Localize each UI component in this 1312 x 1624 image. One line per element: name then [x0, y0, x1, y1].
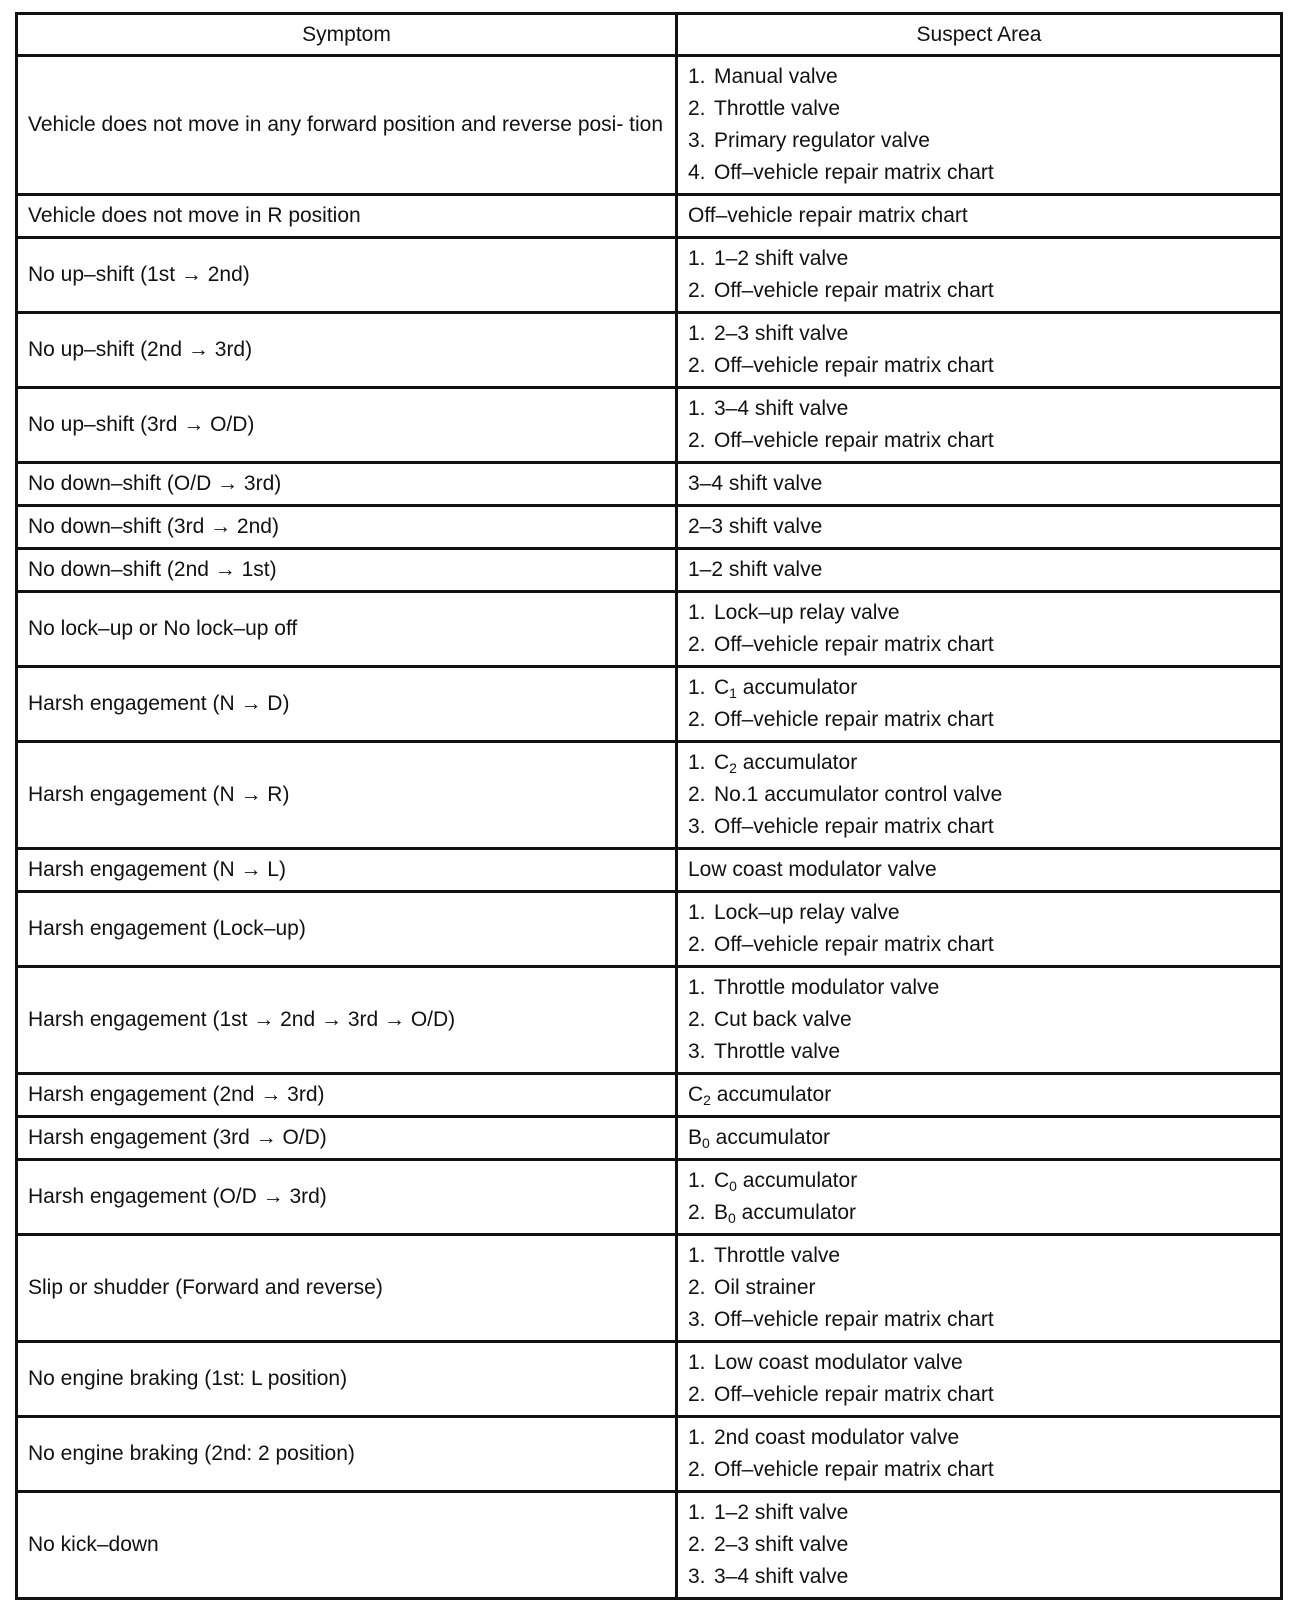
item-number: 3.: [688, 815, 706, 838]
item-number: 2.: [688, 429, 706, 452]
item-text: [714, 318, 1270, 350]
item-number: 1.: [688, 247, 706, 270]
item-number: 1.: [688, 601, 706, 624]
suspect-item: [688, 1529, 1270, 1561]
item-text: [714, 157, 1270, 189]
item-text: [714, 425, 1270, 457]
suspect-item: [688, 1272, 1270, 1304]
symptom-header: Symptom: [17, 14, 677, 56]
suspect-area-cell: [677, 967, 1282, 1074]
item-text: [714, 1497, 1270, 1529]
item-text-main: Cut back valve: [714, 1008, 852, 1031]
suspect-item: [688, 779, 1270, 811]
item-text: [714, 1347, 1270, 1379]
table-row: [17, 195, 1282, 238]
item-number: 2.: [688, 708, 706, 731]
item-subscript: 0: [729, 1178, 737, 1194]
table-row: [17, 1117, 1282, 1160]
symptom-cell: No down–shift (2nd → 1st): [17, 549, 677, 592]
suspect-item: [688, 93, 1270, 125]
table-row: [17, 1074, 1282, 1117]
suspect-area-cell: [677, 1492, 1282, 1599]
table-row: [17, 506, 1282, 549]
table-row: [17, 892, 1282, 967]
suspect-area-cell: [677, 1417, 1282, 1492]
item-text-main: Off–vehicle repair matrix chart: [714, 933, 994, 956]
item-text: [714, 1379, 1270, 1411]
suspect-item: [688, 1347, 1270, 1379]
item-number: 1.: [688, 1351, 706, 1374]
suspect-item: [688, 854, 1270, 886]
item-text-main: Throttle valve: [714, 1244, 841, 1267]
item-text: [714, 672, 1270, 704]
item-text-main: Off–vehicle repair matrix chart: [714, 633, 994, 656]
suspect-area-cell: [677, 592, 1282, 667]
item-text-suffix: accumulator: [709, 1126, 831, 1149]
item-text-main: Off–vehicle repair matrix chart: [714, 161, 994, 184]
symptom-cell: No up–shift (2nd → 3rd): [17, 313, 677, 388]
item-number: 1.: [688, 1501, 706, 1524]
suspect-area-cell: [677, 1342, 1282, 1417]
item-text: [714, 1272, 1270, 1304]
suspect-area-cell: [677, 849, 1282, 892]
item-text-suffix: accumulator: [736, 676, 858, 699]
suspect-area-cell: [677, 388, 1282, 463]
suspect-item: [688, 511, 1270, 543]
suspect-area-cell: [677, 1235, 1282, 1342]
suspect-item: [688, 1379, 1270, 1411]
item-text-main: 1–2 shift valve: [714, 1501, 849, 1524]
symptom-cell: No up–shift (3rd → O/D): [17, 388, 677, 463]
suspect-item: [688, 275, 1270, 307]
item-subscript: 0: [702, 1135, 710, 1151]
symptom-cell: Harsh engagement (2nd → 3rd): [17, 1074, 677, 1117]
item-text-suffix: accumulator: [736, 751, 858, 774]
suspect-item: [688, 629, 1270, 661]
suspect-area-cell: [677, 549, 1282, 592]
suspect-item: [688, 1561, 1270, 1593]
item-text-main: Manual valve: [714, 65, 838, 88]
item-text: [714, 243, 1270, 275]
suspect-item: [688, 1165, 1270, 1197]
item-text: [714, 1240, 1270, 1272]
item-text-main: Low coast modulator valve: [688, 858, 937, 881]
symptom-cell: No engine braking (2nd: 2 position): [17, 1417, 677, 1492]
item-text: [714, 1304, 1270, 1336]
item-text: [688, 1122, 1270, 1154]
item-text: [714, 125, 1270, 157]
item-text-main: No.1 accumulator control valve: [714, 783, 1003, 806]
item-text-suffix: accumulator: [736, 1169, 858, 1192]
item-number: 1.: [688, 1169, 706, 1192]
item-number: 2.: [688, 1276, 706, 1299]
suspect-area-cell: [677, 1160, 1282, 1235]
item-text-main: Lock–up relay valve: [714, 901, 900, 924]
suspect-area-cell: [677, 742, 1282, 849]
item-text-main: 2nd coast modulator valve: [714, 1426, 960, 1449]
item-text-suffix: accumulator: [735, 1201, 857, 1224]
item-number: 1.: [688, 751, 706, 774]
item-text-main: C: [688, 1083, 704, 1106]
item-text: [714, 350, 1270, 382]
symptom-cell: Harsh engagement (N → R): [17, 742, 677, 849]
item-number: 2.: [688, 783, 706, 806]
suspect-item: [688, 425, 1270, 457]
suspect-item: [688, 318, 1270, 350]
item-text: [688, 511, 1270, 543]
item-text-main: Off–vehicle repair matrix chart: [714, 708, 994, 731]
table-row: [17, 1235, 1282, 1342]
table-row: [17, 388, 1282, 463]
suspect-item: [688, 350, 1270, 382]
table-row: [17, 1160, 1282, 1235]
symptom-cell: No lock–up or No lock–up off: [17, 592, 677, 667]
suspect-item: [688, 747, 1270, 779]
suspect-item: [688, 61, 1270, 93]
item-text: [688, 554, 1270, 586]
table-row: [17, 967, 1282, 1074]
suspect-item: [688, 554, 1270, 586]
item-text: [714, 1529, 1270, 1561]
item-text: [714, 897, 1270, 929]
header-row: [17, 14, 1282, 56]
suspect-item: [688, 157, 1270, 189]
symptom-cell: No down–shift (3rd → 2nd): [17, 506, 677, 549]
item-text: [714, 275, 1270, 307]
suspect-area-cell: [677, 1117, 1282, 1160]
item-number: 2.: [688, 933, 706, 956]
item-text-main: Throttle modulator valve: [714, 976, 940, 999]
item-text-main: Primary regulator valve: [714, 129, 930, 152]
item-text-main: 3–4 shift valve: [714, 397, 849, 420]
symptom-cell: Slip or shudder (Forward and reverse): [17, 1235, 677, 1342]
table-row: [17, 56, 1282, 195]
item-number: 3.: [688, 1308, 706, 1331]
item-text-main: Off–vehicle repair matrix chart: [688, 204, 968, 227]
item-subscript: 0: [728, 1210, 736, 1226]
item-text: [714, 393, 1270, 425]
item-text-main: Off–vehicle repair matrix chart: [714, 1458, 994, 1481]
item-text-main: Off–vehicle repair matrix chart: [714, 1308, 994, 1331]
suspect-area-cell: [677, 238, 1282, 313]
item-number: 2.: [688, 97, 706, 120]
suspect-area-header: Suspect Area: [677, 14, 1282, 56]
suspect-item: [688, 1122, 1270, 1154]
table-body: [17, 56, 1282, 1599]
symptom-cell: Harsh engagement (O/D → 3rd): [17, 1160, 677, 1235]
suspect-item: [688, 972, 1270, 1004]
item-number: 2.: [688, 633, 706, 656]
symptom-cell: Harsh engagement (Lock–up): [17, 892, 677, 967]
item-text: [714, 1165, 1270, 1197]
item-text-main: 2–3 shift valve: [714, 322, 849, 345]
symptom-cell: No up–shift (1st → 2nd): [17, 238, 677, 313]
item-text-main: 1–2 shift valve: [714, 247, 849, 270]
symptom-cell: Harsh engagement (1st → 2nd → 3rd → O/D): [17, 967, 677, 1074]
item-text-main: Lock–up relay valve: [714, 601, 900, 624]
suspect-item: [688, 1304, 1270, 1336]
suspect-item: [688, 1422, 1270, 1454]
item-text: [714, 747, 1270, 779]
item-number: 1.: [688, 901, 706, 924]
suspect-area-cell: [677, 667, 1282, 742]
item-text: [688, 1079, 1270, 1111]
suspect-item: [688, 1497, 1270, 1529]
suspect-item: [688, 243, 1270, 275]
table-row: [17, 742, 1282, 849]
table-row: [17, 592, 1282, 667]
item-text-main: Throttle valve: [714, 1040, 841, 1063]
item-text-main: Off–vehicle repair matrix chart: [714, 429, 994, 452]
item-text: [688, 200, 1270, 232]
suspect-item: [688, 929, 1270, 961]
suspect-item: [688, 125, 1270, 157]
item-text-main: Low coast modulator valve: [714, 1351, 963, 1374]
table-row: [17, 849, 1282, 892]
symptom-cell: Vehicle does not move in any forward position and reverse posi- tion: [17, 56, 677, 195]
suspect-item: [688, 1036, 1270, 1068]
item-number: 2.: [688, 1008, 706, 1031]
item-subscript: 1: [729, 685, 737, 701]
symptom-cell: Vehicle does not move in R position: [17, 195, 677, 238]
item-text: [714, 629, 1270, 661]
item-number: 2.: [688, 1383, 706, 1406]
item-text: [714, 61, 1270, 93]
item-number: 1.: [688, 65, 706, 88]
item-number: 1.: [688, 397, 706, 420]
item-number: 3.: [688, 1040, 706, 1063]
suspect-item: [688, 1079, 1270, 1111]
item-text: [714, 93, 1270, 125]
item-text: [714, 1197, 1270, 1229]
table-row: [17, 1342, 1282, 1417]
suspect-area-cell: [677, 56, 1282, 195]
suspect-area-cell: [677, 195, 1282, 238]
item-text-main: Oil strainer: [714, 1276, 816, 1299]
item-text-suffix: accumulator: [710, 1083, 832, 1106]
item-number: 1.: [688, 676, 706, 699]
item-number: 1.: [688, 322, 706, 345]
suspect-area-cell: [677, 463, 1282, 506]
item-number: 2.: [688, 279, 706, 302]
suspect-item: [688, 597, 1270, 629]
suspect-item: [688, 811, 1270, 843]
item-text-main: 3–4 shift valve: [688, 472, 823, 495]
symptom-cell: No down–shift (O/D → 3rd): [17, 463, 677, 506]
item-text-main: Off–vehicle repair matrix chart: [714, 279, 994, 302]
table-row: [17, 313, 1282, 388]
item-text-main: Off–vehicle repair matrix chart: [714, 354, 994, 377]
item-text-main: C: [714, 676, 730, 699]
suspect-item: [688, 897, 1270, 929]
suspect-item: [688, 704, 1270, 736]
symptom-cell: Harsh engagement (3rd → O/D): [17, 1117, 677, 1160]
item-text: [714, 1454, 1270, 1486]
item-number: 3.: [688, 1565, 706, 1588]
item-text-main: 2–3 shift valve: [714, 1533, 849, 1556]
table-row: [17, 1417, 1282, 1492]
item-text-main: Off–vehicle repair matrix chart: [714, 815, 994, 838]
suspect-item: [688, 200, 1270, 232]
item-number: 1.: [688, 1426, 706, 1449]
item-text-main: B: [688, 1126, 703, 1149]
table-row: [17, 1492, 1282, 1599]
suspect-item: [688, 1454, 1270, 1486]
suspect-area-cell: [677, 1074, 1282, 1117]
item-text: [714, 1036, 1270, 1068]
item-text-main: 1–2 shift valve: [688, 558, 823, 581]
symptom-cell: Harsh engagement (N → D): [17, 667, 677, 742]
item-text: [714, 972, 1270, 1004]
item-text-main: C: [714, 751, 730, 774]
item-number: 4.: [688, 161, 706, 184]
item-number: 2.: [688, 1458, 706, 1481]
item-text: [714, 1561, 1270, 1593]
item-number: 2.: [688, 1201, 706, 1224]
suspect-area-cell: [677, 506, 1282, 549]
suspect-item: [688, 1197, 1270, 1229]
table-row: [17, 238, 1282, 313]
item-text-main: Throttle valve: [714, 97, 841, 120]
item-text: [714, 1004, 1270, 1036]
item-text-main: 2–3 shift valve: [688, 515, 823, 538]
symptom-cell: No kick–down: [17, 1492, 677, 1599]
table-row: [17, 549, 1282, 592]
item-text-main: C: [714, 1169, 730, 1192]
item-text: [688, 854, 1270, 886]
item-text-main: B: [714, 1201, 729, 1224]
suspect-item: [688, 672, 1270, 704]
symptom-cell: Harsh engagement (N → L): [17, 849, 677, 892]
item-subscript: 2: [729, 760, 737, 776]
item-text: [714, 929, 1270, 961]
item-number: 2.: [688, 1533, 706, 1556]
item-text: [714, 1422, 1270, 1454]
item-number: 3.: [688, 129, 706, 152]
item-text: [714, 704, 1270, 736]
suspect-area-cell: [677, 892, 1282, 967]
item-subscript: 2: [703, 1092, 711, 1108]
symptom-cell: No engine braking (1st: L position): [17, 1342, 677, 1417]
item-text: [714, 811, 1270, 843]
table-row: [17, 667, 1282, 742]
suspect-item: [688, 393, 1270, 425]
suspect-item: [688, 468, 1270, 500]
suspect-area-cell: [677, 313, 1282, 388]
item-text-main: 3–4 shift valve: [714, 1565, 849, 1588]
table-row: [17, 463, 1282, 506]
item-text-main: Off–vehicle repair matrix chart: [714, 1383, 994, 1406]
item-number: 1.: [688, 1244, 706, 1267]
item-text: [688, 468, 1270, 500]
symptom-table: [15, 12, 1283, 1600]
item-number: 1.: [688, 976, 706, 999]
item-number: 2.: [688, 354, 706, 377]
item-text: [714, 779, 1270, 811]
suspect-item: [688, 1240, 1270, 1272]
item-text: [714, 597, 1270, 629]
suspect-item: [688, 1004, 1270, 1036]
